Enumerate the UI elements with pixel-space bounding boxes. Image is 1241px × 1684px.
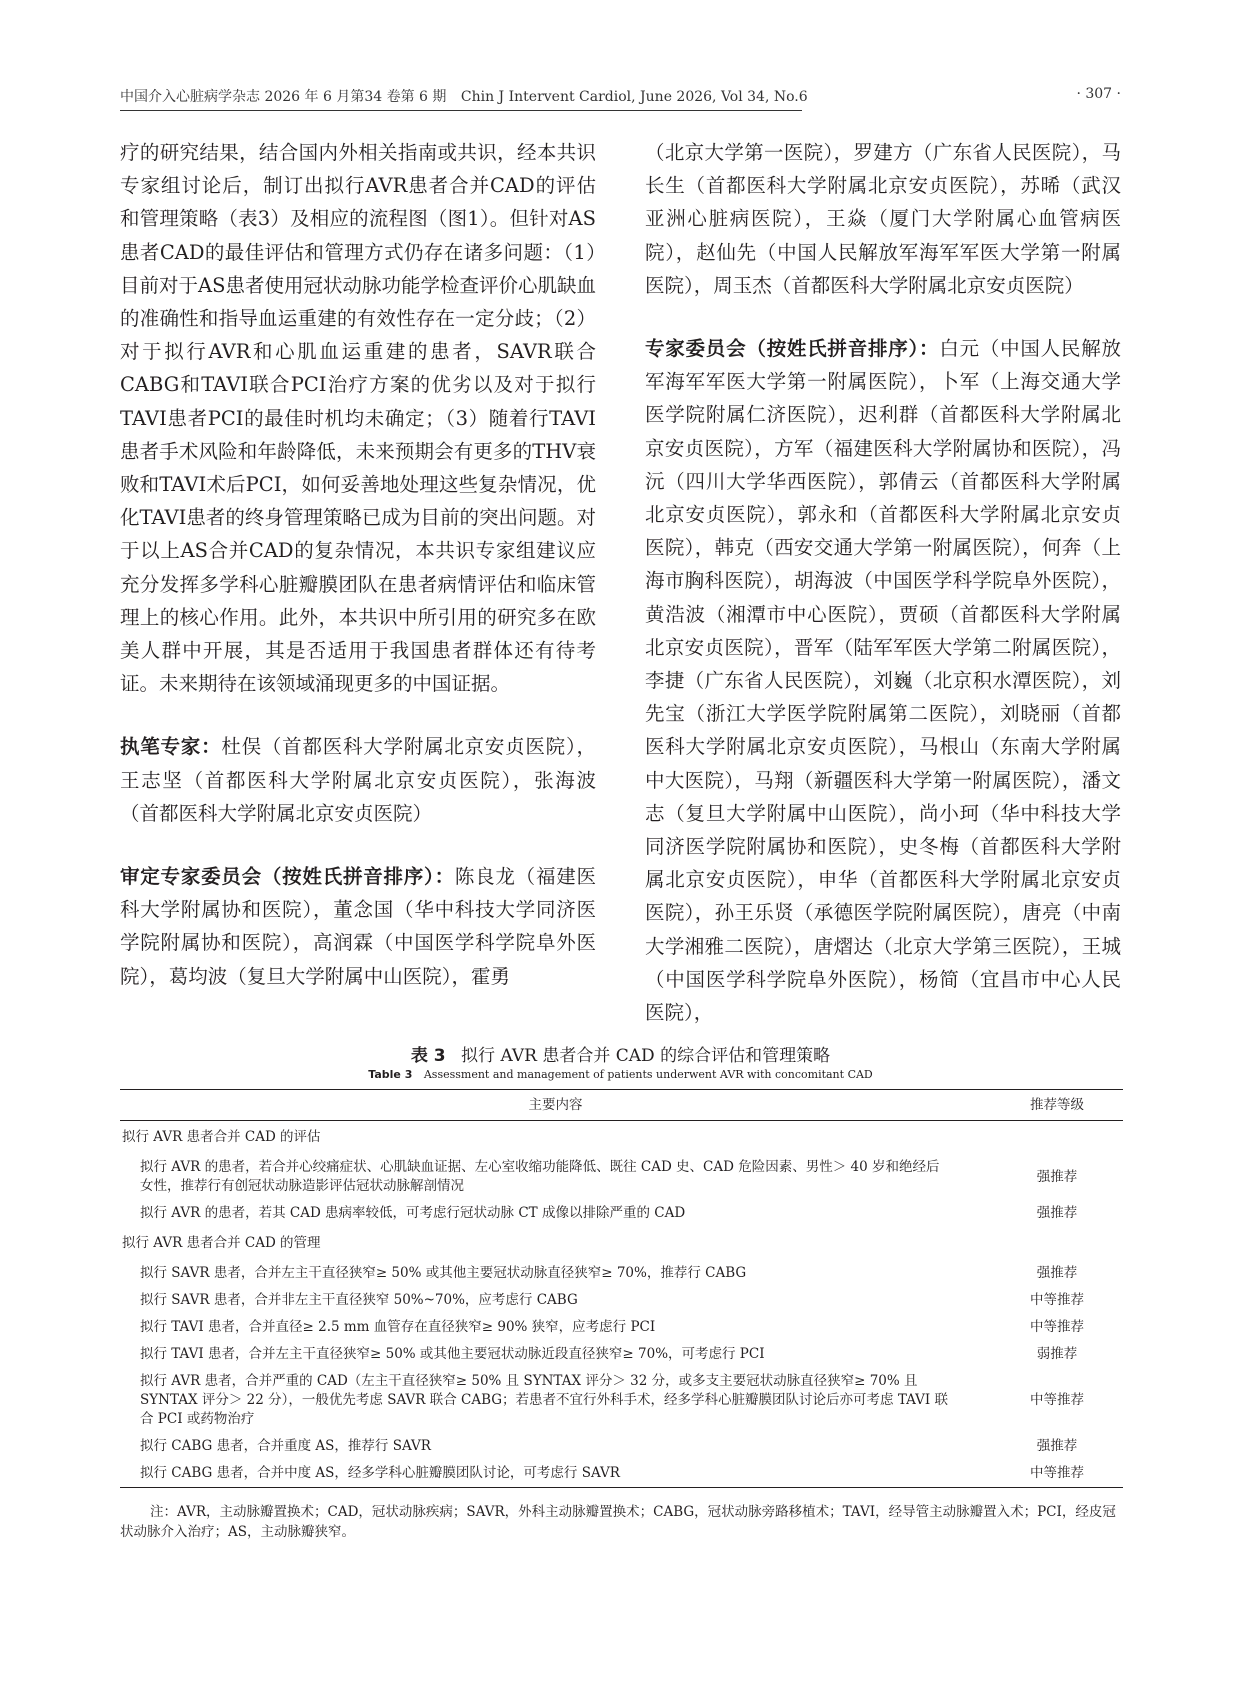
recommendation-text: 拟行 CABG 患者，合并中度 AS，经多学科心脏瓣膜团队讨论，可考虑行 SAVR xyxy=(120,1460,991,1488)
table-label-en: Table 3 xyxy=(368,1068,413,1081)
table-row xyxy=(120,1433,1123,1460)
recommendation-grade: 强推荐 xyxy=(1036,1168,1078,1185)
table-footnote: 注：AVR，主动脉瓣置换术；CAD，冠状动脉疾病；SAVR，外科主动脉瓣置换术；CABG，冠状动脉旁路移植术；TAVI，经导管主动脉瓣置入术；PCI，经皮冠状动脉介入治疗；AS，主动脉瓣狭窄。 xyxy=(120,1504,1116,1540)
recommendation-text: 拟行 AVR 患者，合并严重的 CAD（左主干直径狭窄≥ 50% 且 SYNTAX 评分＞ 32 分，或多支主要冠状动脉直径狭窄≥ 70% 且 SYNTAX 评分＞ 22 分），一般优先考虑 SAVR 联合 CABG；若患者不宜行外科手术，经多学科心脏瓣膜团队讨论后亦可考虑 TAVI 联合 PCI 或药物治疗 xyxy=(140,1373,949,1427)
column-header-content: 主要内容 xyxy=(120,1090,991,1121)
table-title-cn xyxy=(0,1041,1241,1066)
column-header-grade: 推荐等级 xyxy=(991,1090,1123,1121)
table-header-row xyxy=(120,1090,1123,1121)
recommendation-grade: 弱推荐 xyxy=(1036,1346,1078,1362)
table-label-cn: 表 3 xyxy=(410,1046,446,1066)
recommendation-text: 拟行 AVR 的患者，若其 CAD 患病率较低，可考虑行冠状动脉 CT 成像以排除严重的 CAD xyxy=(140,1205,686,1221)
table-caption-en: Assessment and management of patients underwent AVR with concomitant CAD xyxy=(423,1068,873,1081)
recommendation-text: 拟行 CABG 患者，合并重度 AS，推荐行 SAVR xyxy=(140,1438,431,1454)
section-heading: 拟行 AVR 患者合并 CAD 的评估 xyxy=(122,1129,321,1145)
section-heading: 拟行 AVR 患者合并 CAD 的管理 xyxy=(122,1235,321,1251)
section-row-assessment xyxy=(120,1121,1123,1155)
strategy-table xyxy=(120,1089,1123,1488)
recommendation-grade: 强推荐 xyxy=(1036,1438,1078,1454)
writers-paragraph xyxy=(120,730,596,830)
page-number: · 307 · xyxy=(1076,86,1121,102)
table-row xyxy=(120,1341,1123,1368)
recommendation-text: 拟行 SAVR 患者，合并左主干直径狭窄≥ 50% 或其他主要冠状动脉直径狭窄≥ 70%，推荐行 CABG xyxy=(140,1265,747,1281)
table-row xyxy=(120,1368,1123,1433)
left-column xyxy=(120,136,596,993)
writers-label: 执笔专家： xyxy=(120,735,222,759)
table-row xyxy=(120,1314,1123,1341)
review-committee-paragraph xyxy=(120,860,596,993)
table-row xyxy=(120,1260,1123,1287)
review-committee-label: 审定专家委员会（按姓氏拼音排序）： xyxy=(120,865,455,889)
recommendation-grade: 中等推荐 xyxy=(991,1460,1123,1488)
table-row xyxy=(120,1200,1123,1227)
running-header xyxy=(120,86,1121,108)
recommendation-text: 拟行 TAVI 患者，合并左主干直径狭窄≥ 50% 或其他主要冠状动脉近段直径狭窄≥ 70%，可考虑行 PCI xyxy=(140,1346,765,1362)
recommendation-text: 拟行 SAVR 患者，合并非左主干直径狭窄 50%~70%，应考虑行 CABG xyxy=(140,1292,578,1308)
review-committee-continued: （北京大学第一医院），罗建方（广东省人民医院），马长生（首都医科大学附属北京安贞医院），苏晞（武汉亚洲心脏病医院），王焱（厦门大学附属心血管病医院），赵仙先（中国人民解放军海军军医大学第一附属医院），周玉杰（首都医科大学附属北京安贞医院） xyxy=(645,141,1121,297)
expert-committee-paragraph xyxy=(645,332,1121,1029)
review-committee-list: 陈良龙（福建医科大学附属协和医院），董念国（华中科技大学同济医学院附属协和医院），高润霖（中国医学科学院阜外医院），葛均波（复旦大学附属中山医院），霍勇 xyxy=(120,865,596,988)
discussion-paragraph: 疗的研究结果，结合国内外相关指南或共识，经本共识专家组讨论后，制订出拟行AVR患者合并CAD的评估和管理策略（表3）及相应的流程图（图1）。但针对AS患者CAD的最佳评估和管理方式仍存在诸多问题：（1）目前对于AS患者使用冠状动脉功能学检查评价心肌缺血的准确性和指导血运重建的有效性存在一定分歧；（2）对于拟行AVR和心肌血运重建的患者，SAVR联合CABG和TAVI联合PCI治疗方案的优劣以及对于拟行TAVI患者PCI的最佳时机均未确定；（3）随着行TAVI患者手术风险和年龄降低，未来预期会有更多的THV衰败和TAVI术后PCI，如何妥善地处理这些复杂情况，优化TAVI患者的终身管理策略已成为目前的突出问题。对于以上AS合并CAD的复杂情况，本共识专家组建议应充分发挥多学科心脏瓣膜团队在患者病情评估和临床管理上的核心作用。此外，本共识中所引用的研究多在欧美人群中开展，其是否适用于我国患者群体还有待考证。未来期待在该领域涌现更多的中国证据。 xyxy=(120,141,596,696)
recommendation-grade: 中等推荐 xyxy=(1030,1292,1084,1308)
recommendation-text: 拟行 TAVI 患者，合并直径≥ 2.5 mm 血管存在直径狭窄≥ 90% 狭窄，应考虑行 PCI xyxy=(140,1319,656,1335)
table-title-en xyxy=(0,1068,1241,1081)
expert-committee-list: 白元（中国人民解放军海军军医大学第一附属医院），卜军（上海交通大学医学院附属仁济医院），迟利群（首都医科大学附属北京安贞医院），方军（福建医科大学附属协和医院），冯沅（四川大学华西医院），郭倩云（首都医科大学附属北京安贞医院），郭永和（首都医科大学附属北京安贞医院），韩克（西安交通大学第一附属医院），何奔（上海市胸科医院），胡海波（中国医学科学院阜外医院），黄浩波（湘潭市中心医院），贾硕（首都医科大学附属北京安贞医院），晋军（陆军军医大学第二附属医院），李捷（广东省人民医院），刘巍（北京积水潭医院），刘先宝（浙江大学医学院附属第二医院），刘晓丽（首都医科大学附属北京安贞医院），马根山（东南大学附属中大医院），马翔（新疆医科大学第一附属医院），潘文志（复旦大学附属中山医院），尚小珂（华中科技大学同济医学院附属协和医院），史冬梅（首都医科大学附属北京安贞医院），申华（首都医科大学附属北京安贞医院），孙王乐贤（承德医学院附属医院），唐亮（中南大学湘雅二医院），唐熠达（北京大学第三医院），王城（中国医学科学院阜外医院），杨简（宜昌市中心人民医院）， xyxy=(645,337,1121,1025)
right-column xyxy=(645,136,1121,1029)
writers-list: 杜俣（首都医科大学附属北京安贞医院），王志坚（首都医科大学附属北京安贞医院），张海波（首都医科大学附属北京安贞医院） xyxy=(120,735,596,825)
recommendation-grade: 中等推荐 xyxy=(1030,1319,1084,1335)
table-row xyxy=(120,1460,1123,1488)
recommendation-grade: 强推荐 xyxy=(1036,1265,1078,1281)
journal-title-cn: 中国介入心脏病学杂志 2026 年 6 月第34 卷第 6 期 xyxy=(120,89,447,105)
header-rule xyxy=(120,110,802,111)
journal-title-en: Chin J Intervent Cardiol, June 2026, Vol 34, No.6 xyxy=(460,89,808,105)
table-caption-cn: 拟行 AVR 患者合并 CAD 的综合评估和管理策略 xyxy=(461,1046,831,1066)
table-row xyxy=(120,1287,1123,1314)
recommendation-text: 拟行 AVR 的患者，若合并心绞痛症状、心肌缺血证据、左心室收缩功能降低、既往 CAD 史、CAD 危险因素、男性＞ 40 岁和绝经后女性，推荐行有创冠状动脉造影评估冠状动脉解剖情况 xyxy=(140,1159,940,1194)
recommendation-grade: 中等推荐 xyxy=(1030,1392,1084,1408)
section-row-management xyxy=(120,1227,1123,1260)
recommendation-grade: 强推荐 xyxy=(1036,1205,1078,1221)
expert-committee-label: 专家委员会（按姓氏拼音排序）： xyxy=(645,337,940,361)
table-row xyxy=(120,1154,1123,1200)
